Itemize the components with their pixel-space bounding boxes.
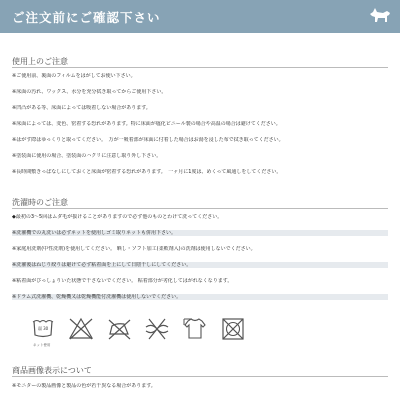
product-image-line: ※モニターの製品画像と製品の色が若干異なる場合があります。: [12, 383, 156, 389]
usage-divider: [12, 67, 388, 68]
dry-shade-icon: [182, 316, 208, 342]
usage-section-title: 使用上のご注意: [12, 57, 68, 66]
washing-section-title: 洗濯時のご注意: [12, 198, 68, 207]
washing-line: ※家庭用洗剤(中性洗剤)を使用してください。 晒し・ソフト加工(柔軟剤入)の洗剤は使用しないでください。: [12, 246, 256, 252]
usage-line: ※はがす際はゆっくりと取ってください。 万が一吸着部が床面に付着した場合はお湯を浸した布で拭き取ってください。: [12, 137, 284, 143]
page-title: ご注文前にご確認下さい: [12, 10, 161, 25]
washing-line: ◆最初の3～5回はムダ毛が抜けることがありますので必ず他のものとわけて洗ってください。: [12, 214, 223, 220]
usage-line: ※床面の汚れ、ワックス、水分を充分拭き取ってからご使用下さい。: [12, 89, 167, 95]
no-tumble-dry-icon: [220, 316, 246, 342]
washing-line: ※洗濯機での丸洗いは必ずネットを使用しゴミ取りネットも併用下さい。: [12, 230, 388, 236]
no-wring-icon: [144, 316, 170, 342]
wash-net-caption: ネット使用: [33, 343, 51, 347]
product-image-divider: [12, 376, 388, 377]
no-bleach-icon: [68, 316, 94, 342]
usage-line: ※ご使用前、裏面のフィルムをはがしてお使い下さい。: [12, 73, 136, 79]
usage-line: ※凹凸がある等、床面によっては吸着しない場合があります。: [12, 105, 151, 111]
washing-line: ※洗濯後はねじり絞りは避けて必ず粘着面を上にして日陰干しにしてください。: [12, 262, 388, 268]
page-header: [0, 0, 400, 33]
usage-line: ※床面によっては、変色、密着する恐れがあります。特に床面が塩化ビニール製の場合や高温の場合は避けてください。: [12, 121, 281, 127]
washing-divider: [12, 208, 388, 209]
product-image-section-title: 商品画像表示について: [12, 366, 92, 375]
no-iron-icon: [106, 316, 132, 342]
wash-30-net-icon: [30, 316, 56, 347]
wash-tub-label: 弱 30: [37, 326, 49, 331]
care-symbols: [30, 316, 260, 356]
usage-line: ※塗装面に使用の場合、塗装面のハクリに注意し取り外し下さい。: [12, 153, 162, 159]
washing-line: ※粘着面がびっしょりいた状態で干さないでください。 粘着部分が劣化してはがれなくなります。: [12, 278, 233, 284]
usage-line: ※長時間敷きっぱなしにしておくと床面が密着する恐れがあります。 一ヶ月に1度は、めくって風通しをしてください。: [12, 169, 282, 175]
dog-silhouette-icon: [368, 5, 392, 27]
washing-line: ※ドラム式洗濯機、乾燥機又は乾燥機能付洗濯機は使用しないでください。: [12, 294, 388, 300]
